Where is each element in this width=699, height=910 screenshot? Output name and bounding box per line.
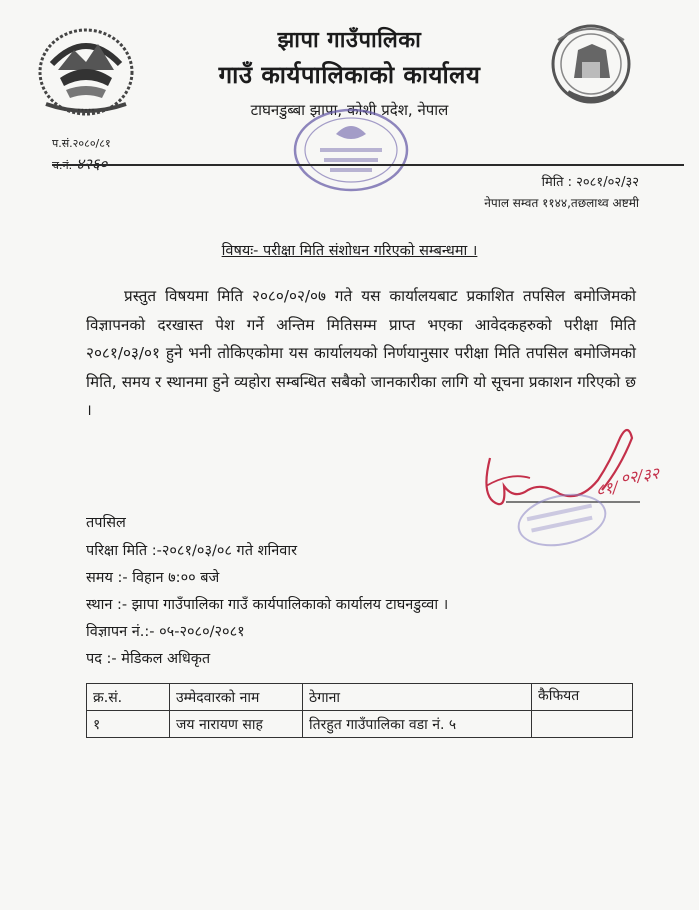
chalan-value: ४२६० — [76, 155, 108, 173]
details-heading: तपसिल — [86, 515, 126, 531]
office-address: टाघनडुब्बा झापा, कोशी प्रदेश, नेपाल — [250, 101, 449, 119]
cell-address: तिरहुत गाउँपालिका वडा नं. ५ — [303, 711, 532, 738]
header-sn: क्र.सं. — [87, 684, 170, 711]
svg-text:८१/: ८१/ — [594, 477, 620, 500]
signature-icon — [470, 408, 670, 558]
chalan-label: च.नं. — [52, 159, 73, 172]
subject-line — [0, 240, 699, 260]
advertisement-number: विज्ञापन नं.:- ०५-२०८०/२०८१ — [86, 624, 245, 640]
exam-time: समय :- विहान ७:०० बजे — [86, 570, 220, 586]
body-paragraph: प्रस्तुत विषयमा मिति २०८०/०२/०७ गते यस कार्यालयबाट प्रकाशित तपसिल बमोजिमको विज्ञापनको दरखास्त पेश गर्ने अन्तिम मितिसम्म प्राप्त भएका आवेदकहरुको परीक्षा मिति २०८१/०३/०१ हुने भनी तोकिएकोमा यस कार्यालयको निर्णयानुसार परीक्षा मिति तपसिल बमोजिमको मिति, समय र स्थानमा हुने व्यहोरा सम्बन्धित सबैको जानकारीका लागि यो सूचना प्रकाशन गरिएको छ । — [86, 287, 636, 419]
signature-date: ०२/३२ — [619, 463, 661, 488]
office-stamp-icon — [290, 104, 412, 192]
cell-name: जय नारायण साह — [170, 711, 303, 738]
header-name: उम्मेदवारको नाम — [170, 684, 303, 711]
cell-sn: १ — [87, 711, 170, 738]
svg-text:•••••: ••••• — [77, 107, 95, 114]
header-address: ठेगाना — [303, 684, 532, 711]
candidate-table — [86, 683, 633, 738]
table-header-row — [87, 684, 633, 711]
cell-remarks — [532, 711, 633, 738]
post-name: पद :- मेडिकल अधिकृत — [86, 651, 211, 667]
header-remarks: कैफियत — [532, 684, 633, 711]
header-divider — [52, 164, 684, 166]
nepal-samvat-date: नेपाल सम्वत ११४४,तछलाथ्व अष्टमी — [484, 196, 639, 210]
exam-date: परिक्षा मिति :-२०८१/०३/०८ गते शनिवार — [86, 543, 298, 559]
reference-number: प.सं.२०८०/८१ — [52, 137, 111, 150]
subject-text: विषयः- परीक्षा मिति संशोधन गरिएको सम्बन्धमा । — [221, 243, 478, 259]
exam-place: स्थान :- झापा गाउँपालिका गाउँ कार्यपालिकाको कार्यालय टाघनडुव्वा । — [86, 597, 449, 613]
document-date: मिति : २०८१/०२/३२ — [541, 175, 639, 190]
office-name: गाउँ कार्यपालिकाको कार्यालय — [218, 61, 481, 89]
org-name: झापा गाउँपालिका — [277, 28, 422, 53]
table-row — [87, 711, 633, 738]
